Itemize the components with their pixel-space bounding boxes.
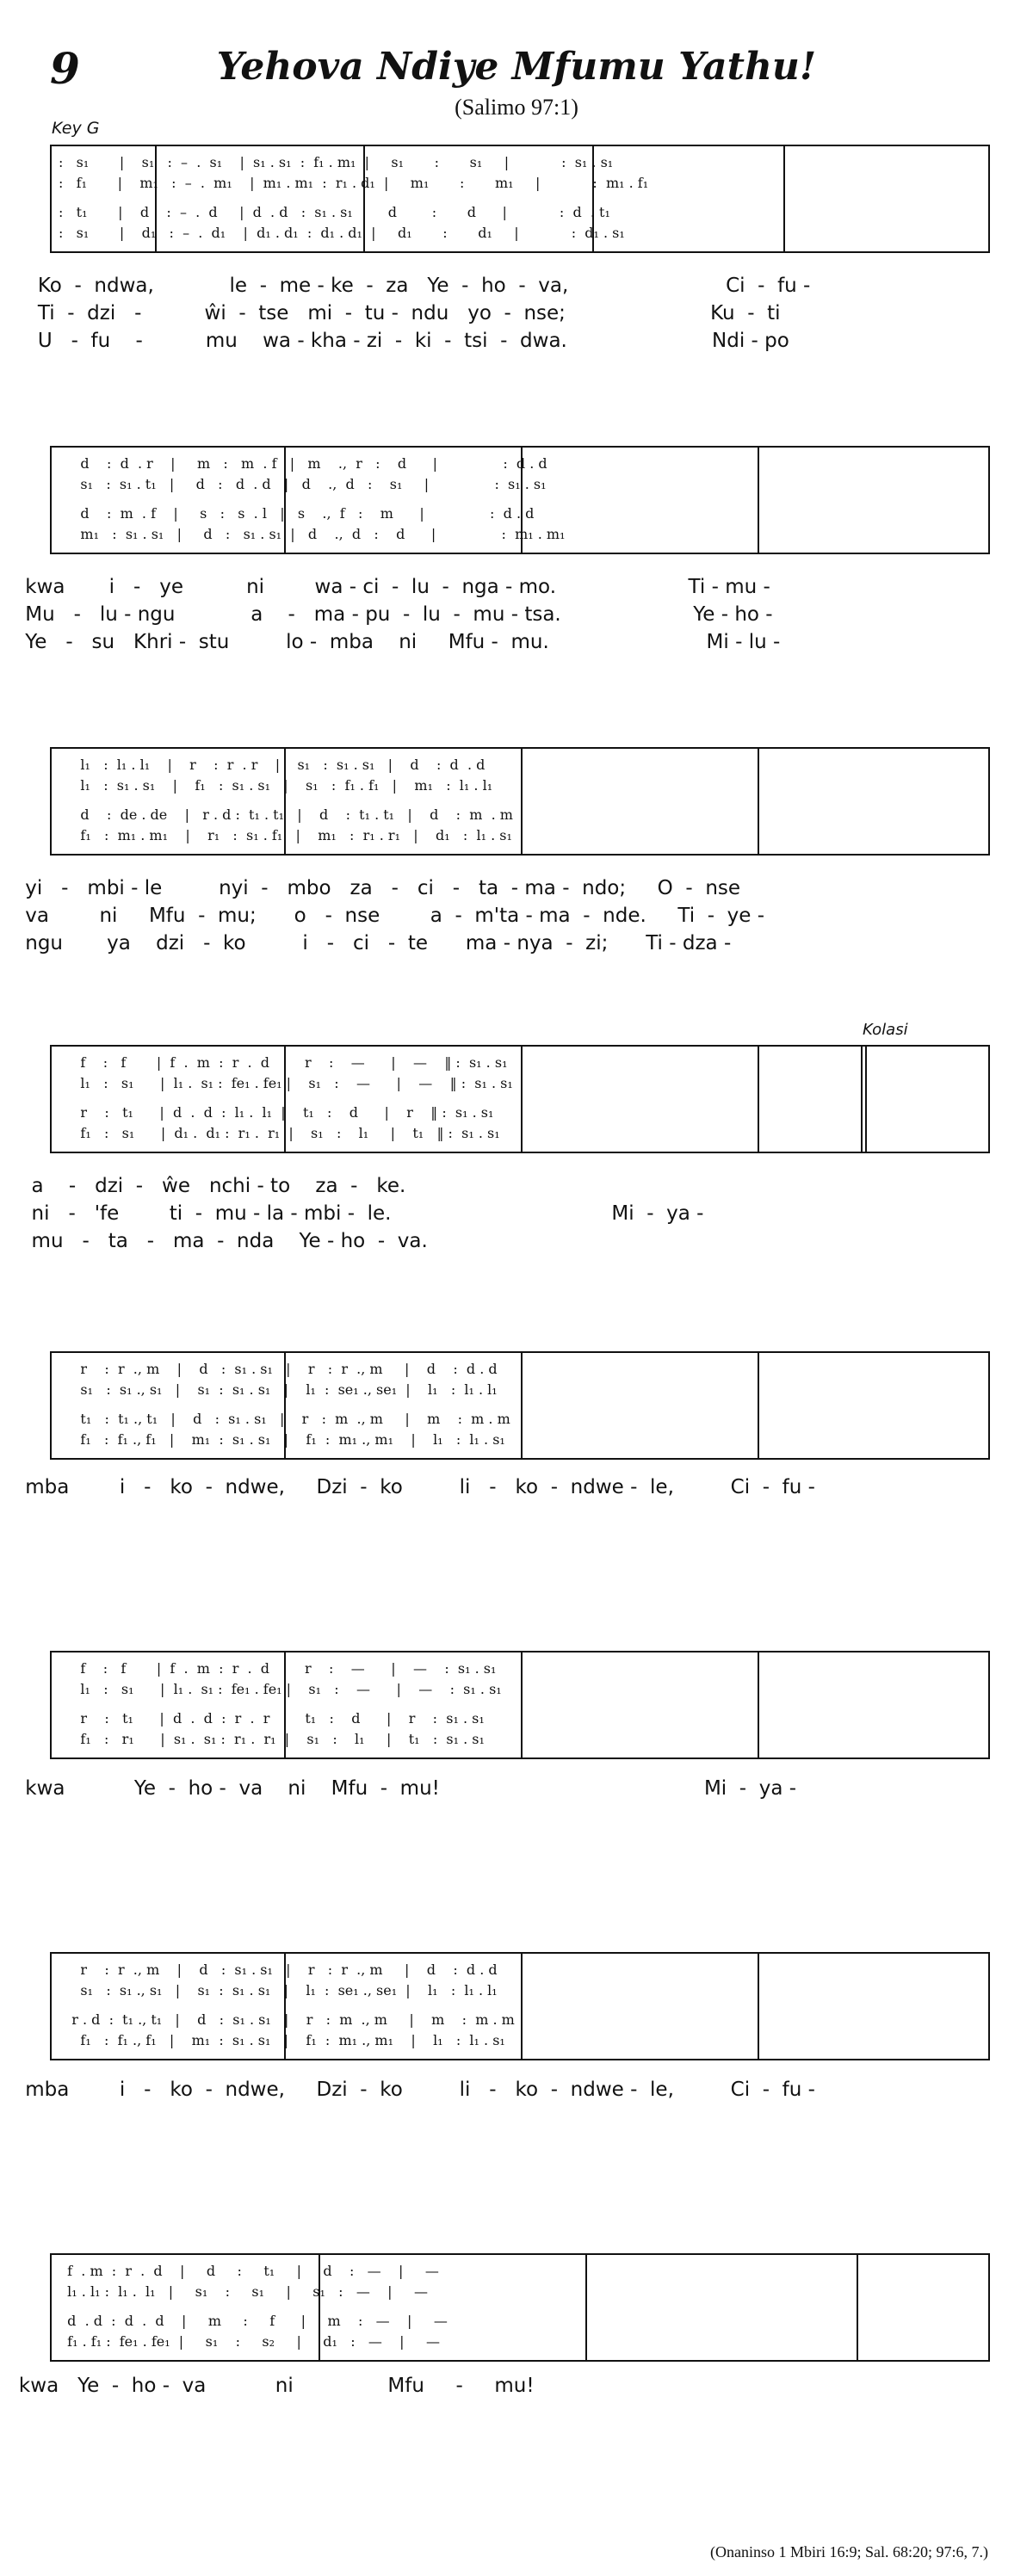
bass-line: f₁ : s₁ | d₁ . d₁ : r₁ . r₁ | s₁ : l₁ | t₁ ‖ : s₁ . s₁ <box>59 1125 500 1141</box>
alto-line: : f₁ | m₁ : – . m₁ | m₁ . m₁ : r₁ . d₁ | m₁ : m₁ | : m₁ . f₁ <box>59 175 649 191</box>
lyric-line: kwa Ye - ho - va ni Mfu - mu! <box>0 2375 535 2397</box>
lyric-line: U - fu - mu wa - kha - zi - ki - tsi - dwa. Ndi - po <box>0 330 789 352</box>
bass-line: f₁ : f₁ ., f₁ | m₁ : s₁ . s₁ | f₁ : m₁ ., m₁ | l₁ : l₁ . s₁ <box>59 1431 505 1448</box>
music-staff <box>50 747 990 856</box>
hymn-number: 9 <box>50 43 80 94</box>
alto-line: l₁ . l₁ : l₁ . l₁ | s₁ : s₁ | s₁ : — | — <box>59 2283 428 2300</box>
key-signature: Key G <box>52 119 100 138</box>
song-title: Yehova Ndiye Mfumu Yathu! <box>216 45 817 89</box>
alto-line: s₁ : s₁ ., s₁ | s₁ : s₁ . s₁ | l₁ : se₁ ., se₁ | l₁ : l₁ . l₁ <box>59 1381 498 1398</box>
alto-line: s₁ : s₁ . t₁ | d : d . d | d ., d : s₁ | : s₁ . s₁ <box>59 476 547 492</box>
soprano-line: f . m : r . d | d : t₁ | d : — | — <box>59 2263 439 2279</box>
music-staff <box>50 145 990 253</box>
lyric-line: mu - ta - ma - nda Ye - ho - va. <box>0 1230 428 1252</box>
lyric-line: ni - 'fe ti - mu - la - mbi - le. Mi - ya - <box>0 1202 704 1225</box>
bass-line: f₁ : r₁ | s₁ . s₁ : r₁ . r₁ | s₁ : l₁ | t₁ : s₁ . s₁ <box>59 1731 485 1747</box>
soprano-line: r : r ., m | d : s₁ . s₁ | r : r ., m | d : d . d <box>59 1361 498 1377</box>
lyric-line: yi - mbi - le nyi - mbo za - ci - ta - ma - ndo; O - nse <box>0 877 741 899</box>
lyric-line: Mu - lu - ngu a - ma - pu - lu - mu - tsa. Ye - ho - <box>0 603 773 626</box>
lyric-line: Ti - dzi - ŵi - tse mi - tu - ndu yo - nse; Ku - ti <box>0 302 781 324</box>
music-staff <box>50 1952 990 2060</box>
scripture-cross-references: (Onaninso 1 Mbiri 16:9; Sal. 68:20; 97:6, 7.) <box>710 2543 988 2561</box>
tenor-line: d . d : d . d | m : f | m : — | — <box>59 2313 448 2329</box>
music-staff <box>50 1045 990 1153</box>
music-staff <box>50 446 990 554</box>
lyric-line: mba i - ko - ndwe, Dzi - ko li - ko - ndwe - le, Ci - fu - <box>0 1476 815 1498</box>
soprano-line: d : d . r | m : m . f | m ., r : d | : d . d <box>59 455 547 472</box>
tenor-line: t₁ : t₁ ., t₁ | d : s₁ . s₁ | r : m ., m | m : m . m <box>59 1411 510 1427</box>
soprano-line: : s₁ | s₁ : – . s₁ | s₁ . s₁ : f₁ . m₁ | s₁ : s₁ | : s₁ . s₁ <box>59 154 614 170</box>
chorus-label: Kolasi <box>863 1021 908 1039</box>
tenor-line: r . d : t₁ ., t₁ | d : s₁ . s₁ | r : m ., m | m : m . m <box>59 2011 515 2028</box>
lyric-line: Ko - ndwa, le - me - ke - za Ye - ho - va, Ci - fu - <box>0 275 811 297</box>
music-staff <box>50 1651 990 1759</box>
bass-line: f₁ . f₁ : fe₁ . fe₁ | s₁ : s₂ | d₁ : — | — <box>59 2333 440 2350</box>
soprano-line: l₁ : l₁ . l₁ | r : r . r | s₁ : s₁ . s₁ | d : d . d <box>59 757 486 773</box>
lyric-line: ngu ya dzi - ko i - ci - te ma - nya - zi; Ti - dza - <box>0 932 732 954</box>
soprano-line: r : r ., m | d : s₁ . s₁ | r : r ., m | d : d . d <box>59 1961 498 1978</box>
tenor-line: r : t₁ | d . d : l₁ . l₁ | t₁ : d | r ‖ : s₁ . s₁ <box>59 1104 494 1121</box>
tenor-line: d : de . de | r . d : t₁ . t₁ | d : t₁ . t₁ | d : m . m <box>59 806 513 823</box>
music-staff <box>50 2253 990 2362</box>
bass-line: : s₁ | d₁ : – . d₁ | d₁ . d₁ : d₁ . d₁ | d₁ : d₁ | : d₁ . s₁ <box>59 225 625 241</box>
alto-line: l₁ : s₁ . s₁ | f₁ : s₁ . s₁ | s₁ : f₁ . f₁ | m₁ : l₁ . l₁ <box>59 777 493 794</box>
tenor-line: r : t₁ | d . d : r . r | t₁ : d | r : s₁ . s₁ <box>59 1710 485 1727</box>
scripture-reference: (Salimo 97:1) <box>455 95 578 120</box>
soprano-line: f : f | f . m : r . d | r : — | — : s₁ . s₁ <box>59 1660 497 1677</box>
lyric-line: a - dzi - ŵe nchi - to za - ke. <box>0 1175 406 1197</box>
lyric-line: mba i - ko - ndwe, Dzi - ko li - ko - ndwe - le, Ci - fu - <box>0 2079 815 2101</box>
lyric-line: va ni Mfu - mu; o - nse a - m'ta - ma - nde. Ti - ye - <box>0 905 765 927</box>
tenor-line: : t₁ | d : – . d | d . d : s₁ . s₁ | d : d | : d . t₁ <box>59 204 610 220</box>
music-staff <box>50 1351 990 1460</box>
lyric-line: kwa Ye - ho - va ni Mfu - mu! Mi - ya - <box>0 1777 797 1800</box>
alto-line: l₁ : s₁ | l₁ . s₁ : fe₁ . fe₁ | s₁ : — | — ‖ : s₁ . s₁ <box>59 1075 513 1091</box>
bass-line: f₁ : f₁ ., f₁ | m₁ : s₁ . s₁ | f₁ : m₁ ., m₁ | l₁ : l₁ . s₁ <box>59 2032 505 2048</box>
soprano-line: f : f | f . m : r . d | r : — | — ‖ : s₁ . s₁ <box>59 1054 508 1071</box>
lyric-line: kwa i - ye ni wa - ci - lu - nga - mo. Ti - mu - <box>0 576 770 598</box>
bass-line: m₁ : s₁ . s₁ | d : s₁ . s₁ | d ., d : d | : m₁ . m₁ <box>59 526 566 542</box>
tenor-line: d : m . f | s : s . l | s ., f : m | : d . d <box>59 505 535 522</box>
alto-line: l₁ : s₁ | l₁ . s₁ : fe₁ . fe₁ | s₁ : — | — : s₁ . s₁ <box>59 1681 502 1697</box>
alto-line: s₁ : s₁ ., s₁ | s₁ : s₁ . s₁ | l₁ : se₁ ., se₁ | l₁ : l₁ . l₁ <box>59 1982 498 1998</box>
bass-line: f₁ : m₁ . m₁ | r₁ : s₁ . f₁ | m₁ : r₁ . r₁ | d₁ : l₁ . s₁ <box>59 827 512 843</box>
lyric-line: Ye - su Khri - stu lo - mba ni Mfu - mu. Mi - lu - <box>0 631 781 653</box>
